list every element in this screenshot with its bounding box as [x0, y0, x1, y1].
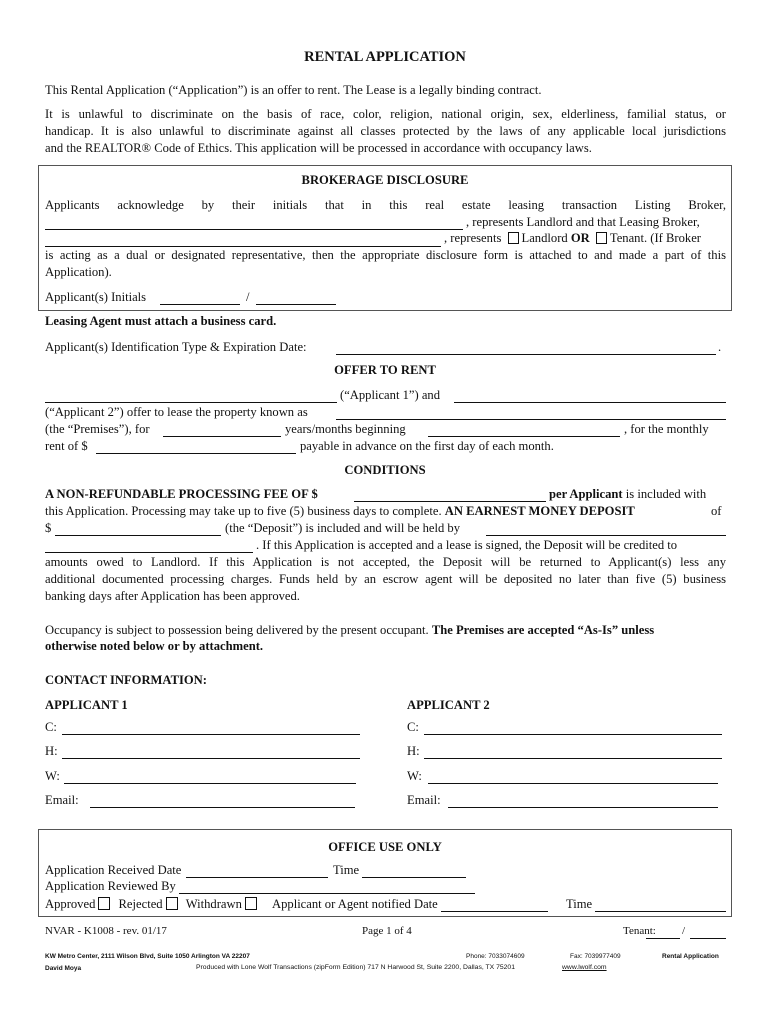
or-label: OR [570, 231, 590, 245]
applicant2-work-field[interactable] [428, 783, 718, 784]
lease-term-field[interactable] [163, 436, 281, 437]
occupancy-text: Occupancy is subject to possession being delivered by the present occupant. [45, 623, 429, 637]
conditions-text: additional documented processing charges. Funds held by an escrow agent will be deposited no later than five (5) business [45, 572, 726, 586]
contact-heading: CONTACT INFORMATION: [45, 673, 207, 687]
lwolf-link[interactable]: www.lwolf.com [562, 964, 607, 971]
deposit-holder-field[interactable] [486, 535, 726, 536]
office-heading: OFFICE USE ONLY [328, 840, 442, 854]
brokerage-text: Tenant. (If Broker [609, 231, 701, 245]
document-name: Rental Application [662, 953, 719, 960]
applicant2-work-label: W: [407, 769, 422, 783]
applicant2-home-label: H: [407, 744, 420, 758]
discrimination-text: handicap. It is also unlawful to discriminate against all classes protected by the laws of any applicable local jurisdictions [45, 124, 726, 138]
brokerage-represents-line [444, 231, 701, 246]
withdrawn-label: Withdrawn [185, 897, 242, 911]
rent-amount-field[interactable] [96, 453, 296, 454]
conditions-text: (the “Deposit”) is included and will be held by [225, 521, 461, 535]
conditions-text: of [711, 504, 722, 518]
brokerage-heading: BROKERAGE DISCLOSURE [301, 173, 469, 187]
applicant2-cell-label: C: [407, 720, 419, 734]
notified-date-field[interactable] [441, 911, 548, 912]
received-date-field[interactable] [186, 877, 328, 878]
withdrawn-checkbox[interactable] [245, 897, 257, 910]
id-type-end: . [718, 340, 722, 354]
applicant2-heading: APPLICANT 2 [407, 698, 490, 712]
discrimination-text: It is unlawful to discriminate on the basis of race, color, religion, national origin, sex, elderliness, familial status, or [45, 107, 726, 121]
start-date-field[interactable] [428, 436, 620, 437]
landlord-label: Landlord [521, 231, 568, 245]
brokerage-text: , represents [444, 231, 502, 245]
applicant1-work-label: W: [45, 769, 60, 783]
applicant1-name-field[interactable] [45, 402, 337, 403]
conditions-line-2 [45, 504, 635, 519]
received-date-label: Application Received Date [45, 863, 182, 877]
fee-text: A NON-REFUNDABLE PROCESSING FEE OF $ [45, 487, 318, 501]
applicant2-cell-field[interactable] [424, 734, 722, 735]
tenant-initials-label: Tenant: [623, 925, 656, 937]
initials-label: Applicant(s) Initials [45, 290, 147, 304]
initials-field-1[interactable] [160, 304, 240, 305]
conditions-text: . If this Application is accepted and a lease is signed, the Deposit will be credited to [256, 538, 678, 552]
produced-with: Produced with Lone Wolf Transactions (zipForm Edition) 717 N Harwood St, Suite 2200, Dallas, TX 75201 [196, 964, 515, 971]
as-is-text: otherwise noted below or by attachment. [45, 639, 264, 653]
property-field[interactable] [336, 419, 726, 420]
tenant-initials-slash: / [682, 925, 686, 937]
earnest-money-text: AN EARNEST MONEY DEPOSIT [444, 504, 635, 518]
conditions-text: is included with [625, 487, 707, 501]
reviewed-by-label: Application Reviewed By [45, 879, 176, 893]
conditions-text: this Application. Processing may take up to five (5) business days to complete. [45, 504, 442, 518]
applicant2-email-label: Email: [407, 793, 441, 807]
office-address: KW Metro Center, 2111 Wilson Blvd, Suite 1050 Arlington VA 22207 [45, 953, 250, 960]
applicant1-email-field[interactable] [90, 807, 355, 808]
brokerage-text: , represents Landlord and that Leasing Broker, [466, 215, 700, 229]
id-type-field[interactable] [336, 354, 716, 355]
tenant-initials-field-2[interactable] [690, 938, 726, 939]
brokerage-text: Applicants acknowledge by their initials that in this real estate leasing transaction Listing Broker, [45, 198, 726, 212]
tenant-checkbox[interactable] [596, 232, 607, 244]
notified-time-field[interactable] [595, 911, 726, 912]
id-type-label: Applicant(s) Identification Type & Expiration Date: [45, 340, 307, 354]
deposit-amount-field[interactable] [55, 535, 221, 536]
notified-time-label: Time [566, 897, 593, 911]
intro-text: This Rental Application (“Application”) is an offer to rent. The Lease is a legally binding contract. [45, 83, 542, 97]
as-is-text: The Premises are accepted “As-Is” unless [431, 623, 655, 637]
fee-per-applicant [549, 487, 706, 502]
landlord-checkbox[interactable] [508, 232, 519, 244]
brokerage-text: Application). [45, 265, 112, 279]
fee-amount-field[interactable] [354, 501, 546, 502]
reviewed-by-field[interactable] [179, 893, 475, 894]
per-applicant-text: per Applicant [549, 487, 623, 501]
offer-text: payable in advance on the first day of each month. [300, 439, 554, 453]
brokerage-text: is acting as a dual or designated representative, then the appropriate disclosure form is attached to and made a part of this [45, 248, 726, 262]
agent-note: Leasing Agent must attach a business card. [45, 314, 277, 328]
page-number: Page 1 of 4 [362, 925, 412, 937]
occupancy-line-1 [45, 623, 654, 638]
notified-date-label: Applicant or Agent notified Date [272, 897, 438, 911]
initials-field-2[interactable] [256, 304, 336, 305]
office-fax: Fax: 7039977409 [570, 953, 621, 960]
applicant1-heading: APPLICANT 1 [45, 698, 128, 712]
approved-label: Approved [45, 897, 96, 911]
listing-broker-field[interactable] [45, 229, 463, 230]
discrimination-text: and the REALTOR® Code of Ethics. This application will be processed in accordance with occupancy laws. [45, 141, 592, 155]
applicant1-cell-field[interactable] [62, 734, 360, 735]
approved-checkbox[interactable] [98, 897, 110, 910]
deposit-holder-field-2[interactable] [45, 552, 253, 553]
conditions-text: amounts owed to Landlord. If this Application is not accepted, the Deposit will be returned to Applicant(s) less any [45, 555, 726, 569]
offer-text: , for the monthly [624, 422, 709, 436]
agent-name: David Moya [45, 965, 82, 972]
conditions-text: banking days after Application has been approved. [45, 589, 300, 603]
dollar-sign: $ [45, 521, 52, 535]
offer-heading: OFFER TO RENT [334, 363, 436, 377]
status-line [45, 897, 260, 912]
offer-text: (“Applicant 1”) and [340, 388, 441, 402]
applicant1-home-field[interactable] [62, 758, 360, 759]
form-id: NVAR - K1008 - rev. 01/17 [45, 925, 167, 937]
offer-text: (the “Premises”), for [45, 422, 150, 436]
page-title: RENTAL APPLICATION [304, 49, 466, 65]
applicant2-name-field[interactable] [454, 402, 726, 403]
office-phone: Phone: 7033074609 [466, 953, 525, 960]
leasing-broker-field[interactable] [45, 246, 441, 247]
rejected-label: Rejected [118, 897, 163, 911]
applicant1-home-label: H: [45, 744, 58, 758]
applicant1-work-field[interactable] [64, 783, 356, 784]
applicant1-cell-label: C: [45, 720, 57, 734]
received-time-label: Time [333, 863, 360, 877]
applicant1-email-label: Email: [45, 793, 79, 807]
offer-text: rent of $ [45, 439, 88, 453]
received-time-field[interactable] [362, 877, 466, 878]
applicant2-email-field[interactable] [448, 807, 718, 808]
offer-text: years/months beginning [285, 422, 406, 436]
conditions-heading: CONDITIONS [344, 463, 426, 477]
initials-slash: / [246, 290, 250, 304]
tenant-initials-field-1[interactable] [646, 938, 680, 939]
rejected-checkbox[interactable] [166, 897, 178, 910]
applicant2-home-field[interactable] [424, 758, 722, 759]
offer-text: (“Applicant 2”) offer to lease the property known as [45, 405, 308, 419]
